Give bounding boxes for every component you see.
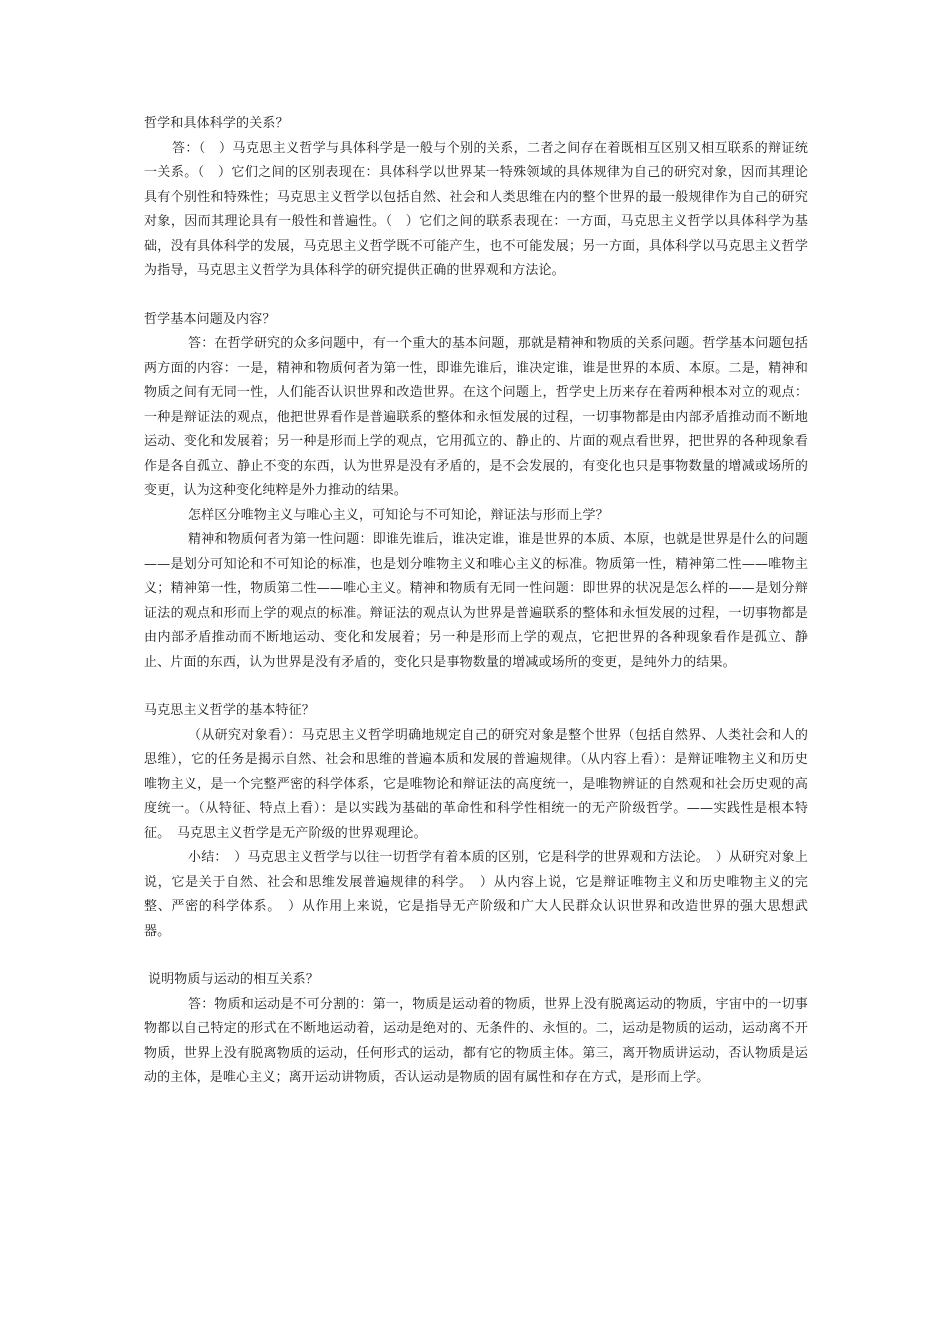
document-page xyxy=(144,112,808,1091)
section-heading: 说明物质与运动的相互关系？ xyxy=(148,972,319,987)
section-philosophy-and-science xyxy=(144,112,808,284)
sub-question: 怎样区分唯物主义与唯心主义，可知论与不可知论，辩证法与形而上学？ xyxy=(188,507,609,523)
section-heading: 哲学和具体科学的关系？ xyxy=(144,116,289,131)
answer-paragraph: 精神和物质何者为第一性问题：即谁先谁后，谁决定谁，谁是世界的本质、本原，也就是世界是什么的问题——是划分可知论和不可知论的标准，也是划分唯物主义和唯心主义的标准。物质第一性，精神第二性——唯物主义；精神第一性，物质第二性——唯心主义。精神和物质有无同一性问题：即世界的状况是怎么样的——是划分辩证法的观点和形而上学的观点的标准。辩证法的观点认为世界是普遍联系的整体和永恒发展的过程，一切事物都是由内部矛盾推动而不断地运动、变化和发展着；另一种是形而上学的观点，它把世界的各种现象看作是孤立、静止、片面的东西，认为世界是没有矛盾的，变化只是事物数量的增减或场所的变更，是纯外力的结果。 xyxy=(144,532,808,670)
answer-paragraph: 答：在哲学研究的众多问题中，有一个重大的基本问题，那就是精神和物质的关系问题。哲学基本问题包括两方面的内容：一是，精神和物质何者为第一性，即谁先谁后，谁决定谁，谁是世界的本质、本原。二是，精神和物质之间有无同一性，人们能否认识世界和改造世界。在这个问题上，哲学史上历来存在着两种根本对立的观点：一种是辩证法的观点，他把世界看作是普遍联系的整体和永恒发展的过程，一切事物都是由内部矛盾推动而不断地运动、变化和发展着；另一种是形而上学的观点，它用孤立的、静止的、片面的观点看世界，把世界的各种现象看作是各自孤立、静止不变的东西，认为世界是没有矛盾的，是不会发展的，有变化也只是事物数量的增减或场所的变更，认为这种变化纯粹是外力推动的结果。 xyxy=(144,336,808,498)
section-heading: 哲学基本问题及内容？ xyxy=(144,311,276,327)
section-heading: 马克思主义哲学的基本特征？ xyxy=(144,703,315,718)
section-basic-question xyxy=(144,308,808,676)
section-marxist-features xyxy=(144,699,808,944)
section-matter-and-motion xyxy=(144,968,808,1091)
summary-paragraph: 小结： ）马克思主义哲学与以往一切哲学有着本质的区别，它是科学的世界观和方法论。 ）从研究对象上说，它是关于自然、社会和思维发展普遍规律的科学。 ）从内容上说，它是辩证唯物主义和历史唯物主义的完整、严密的科学体系。 ）从作用上来说，它是指导无产阶级和广大人民群众认识世界和改造世界的强大思想武器。 xyxy=(144,850,808,939)
answer-paragraph: 答：（ ）马克思主义哲学与具体科学是一般与个别的关系，二者之间存在着既相互区别又相互联系的辩证统一关系。（ ）它们之间的区别表现在：具体科学以世界某一特殊领域的具体规律为自己的研究对象，因而其理论具有个别性和特殊性；马克思主义哲学以包括自然、社会和人类思维在内的整个世界的最一般规律作为自己的研究对象，因而其理论具有一般性和普遍性。（ ）它们之间的联系表现在：一方面，马克思主义哲学以具体科学为基础，没有具体科学的发展，马克思主义哲学既不可能产生，也不可能发展；另一方面，具体科学以马克思主义哲学为指导，马克思主义哲学为具体科学的研究提供正确的世界观和方法论。 xyxy=(144,140,808,278)
answer-paragraph: （从研究对象看）：马克思主义哲学明确地规定自己的研究对象是整个世界（包括自然界、人类社会和人的思维），它的任务是揭示自然、社会和思维的普遍本质和发展的普遍规律。（从内容上看）：是辩证唯物主义和历史唯物主义，是一个完整严密的科学体系，它是唯物论和辩证法的高度统一，是唯物辨证的自然观和社会历史观的高度统一。（从特征、特点上看）：是以实践为基础的革命性和科学性相统一的无产阶级哲学。——实践性是根本特征。 马克思主义哲学是无产阶级的世界观理论。 xyxy=(144,727,808,841)
answer-paragraph: 答：物质和运动是不可分割的：第一，物质是运动着的物质，世界上没有脱离运动的物质，宇宙中的一切事物都以自己特定的形式在不断地运动着，运动是绝对的、无条件的、永恒的。二，运动是物质的运动，运动离不开物质，世界上没有脱离物质的运动，任何形式的运动，都有它的物质主体。第三，离开物质讲运动，否认物质是运动的主体，是唯心主义；离开运动讲物质，否认运动是物质的固有属性和存在方式，是形而上学。 xyxy=(144,996,808,1085)
